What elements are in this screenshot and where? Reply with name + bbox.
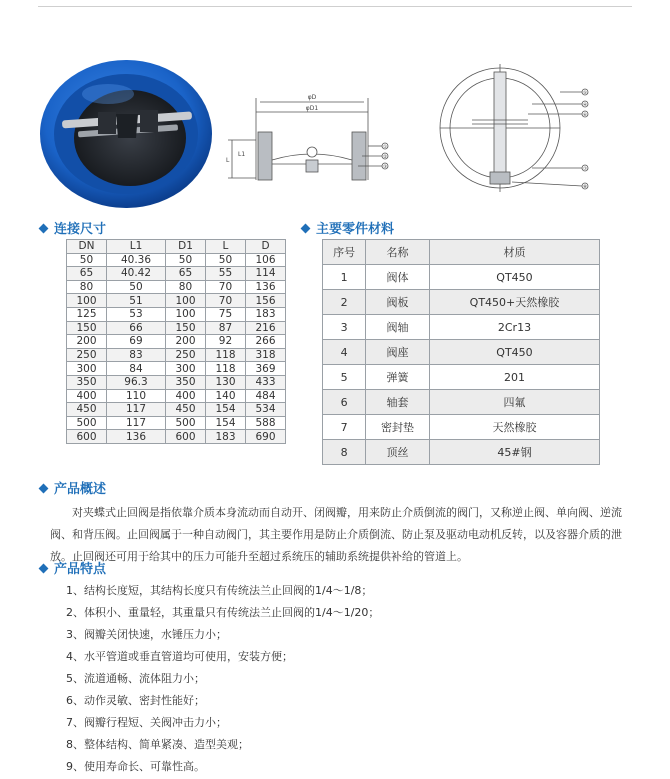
dim-cell: 183: [245, 307, 285, 321]
dim-cell: 100: [166, 294, 206, 308]
features-list: [66, 580, 379, 778]
dim-cell: 266: [245, 335, 285, 349]
dim-cell: 318: [245, 348, 285, 362]
feature-item: 4、水平管道或垂直管道均可使用，安装方便；: [66, 650, 293, 663]
dim-row: [67, 430, 286, 444]
mat-cell: 45#钢: [429, 440, 599, 465]
mat-header-cell: 序号: [323, 240, 366, 265]
mat-cell: 201: [429, 365, 599, 390]
dim-cell: 400: [67, 389, 107, 403]
dim-cell: 70: [205, 294, 245, 308]
section-dimensions-heading: 连接尺寸: [40, 218, 106, 237]
dim-cell: 100: [67, 294, 107, 308]
top-rule: [38, 6, 632, 7]
dim-row: [67, 307, 286, 321]
dim-cell: 84: [106, 362, 165, 376]
callout-1: ①: [382, 145, 388, 150]
dim-cell: 300: [166, 362, 206, 376]
dim-cell: 136: [245, 280, 285, 294]
overview-line: 对夹蝶式止回阀是指依靠介质本身流动而自动开、闭阀瓣，用来防止介质倒流的阀门，又称逆止阀、单向阀、逆流: [72, 506, 622, 519]
label-d: φD: [307, 94, 317, 101]
dim-cell: 369: [245, 362, 285, 376]
feature-item: 6、动作灵敏、密封性能好；: [66, 694, 205, 707]
dim-cell: 118: [205, 362, 245, 376]
dim-cell: 156: [245, 294, 285, 308]
overview-line: 阀、和背压阀。止回阀属于一种自动阀门，其主要作用是防止介质倒流、防止泵及驱动电动机反转，以及容器介质的泄: [50, 528, 622, 541]
dim-cell: 400: [166, 389, 206, 403]
dim-cell: 114: [245, 267, 285, 281]
feature-item: 7、阀瓣行程短、关阀冲击力小；: [66, 716, 227, 729]
dim-cell: 350: [166, 375, 206, 389]
callout-8: ⑧: [582, 185, 588, 190]
dim-cell: 65: [67, 267, 107, 281]
mat-cell: 密封垫: [366, 415, 430, 440]
dim-header-cell: D: [245, 240, 285, 254]
feature-item: 8、整体结构、简单紧凑、造型美观；: [66, 738, 249, 751]
dim-cell: 500: [166, 416, 206, 430]
mat-cell: 阀轴: [366, 315, 430, 340]
dim-cell: 534: [245, 403, 285, 417]
mat-cell: 5: [323, 365, 366, 390]
dim-cell: 200: [67, 335, 107, 349]
mat-cell: 天然橡胶: [429, 415, 599, 440]
dim-cell: 216: [245, 321, 285, 335]
feature-item: 2、体积小、重量轻，其重量只有传统法兰止回阀的1/4～1/20；: [66, 606, 380, 619]
mat-row: [323, 440, 600, 465]
mat-cell: QT450: [429, 265, 599, 290]
feature-item: 1、结构长度短，其结构长度只有传统法兰止回阀的1/4～1/8；: [66, 584, 373, 597]
dimensions-table: [66, 239, 286, 444]
mat-cell: QT450: [429, 340, 599, 365]
dim-cell: 66: [106, 321, 165, 335]
dim-cell: 100: [166, 307, 206, 321]
dim-cell: 350: [67, 375, 107, 389]
dim-cell: 600: [166, 430, 206, 444]
callout-5: ⑤: [582, 91, 588, 96]
dim-cell: 433: [245, 375, 285, 389]
callout-2: ②: [382, 155, 388, 160]
mat-cell: 4: [323, 340, 366, 365]
mat-row: [323, 415, 600, 440]
dim-row: [67, 375, 286, 389]
dim-cell: 130: [205, 375, 245, 389]
dim-row: [67, 280, 286, 294]
dim-cell: 154: [205, 416, 245, 430]
dim-cell: 150: [166, 321, 206, 335]
section-overview-heading: 产品概述: [40, 478, 106, 497]
dim-cell: 588: [245, 416, 285, 430]
mat-cell: 轴套: [366, 390, 430, 415]
mat-cell: 弹簧: [366, 365, 430, 390]
mat-cell: 阀体: [366, 265, 430, 290]
dim-cell: 300: [67, 362, 107, 376]
dim-cell: 183: [205, 430, 245, 444]
dim-cell: 690: [245, 430, 285, 444]
dim-cell: 69: [106, 335, 165, 349]
callout-6: ⑥: [582, 113, 588, 118]
dim-cell: 150: [67, 321, 107, 335]
valve-photo: [38, 52, 214, 210]
dim-cell: 106: [245, 253, 285, 267]
dim-cell: 250: [166, 348, 206, 362]
label-d1: φD1: [305, 105, 319, 112]
dim-row: [67, 267, 286, 281]
diamond-icon: [39, 564, 49, 574]
dim-cell: 154: [205, 403, 245, 417]
dim-header-cell: D1: [166, 240, 206, 254]
mat-header-cell: 名称: [366, 240, 430, 265]
dim-row: [67, 253, 286, 267]
callout-4: ④: [582, 103, 588, 108]
mat-row: [323, 290, 600, 315]
mat-cell: 四氟: [429, 390, 599, 415]
mat-cell: 6: [323, 390, 366, 415]
mat-header-cell: 材质: [429, 240, 599, 265]
dim-cell: 92: [205, 335, 245, 349]
mat-cell: 阀座: [366, 340, 430, 365]
dim-cell: 96.3: [106, 375, 165, 389]
mat-row: [323, 265, 600, 290]
dim-cell: 450: [67, 403, 107, 417]
side-section-drawing: [222, 90, 402, 198]
dim-row: [67, 348, 286, 362]
dim-cell: 250: [67, 348, 107, 362]
dim-cell: 500: [67, 416, 107, 430]
mat-cell: 7: [323, 415, 366, 440]
dim-cell: 117: [106, 416, 165, 430]
dim-cell: 51: [106, 294, 165, 308]
dim-row: [67, 389, 286, 403]
dim-cell: 70: [205, 280, 245, 294]
dim-row: [67, 321, 286, 335]
mat-cell: 1: [323, 265, 366, 290]
diamond-icon: [39, 484, 49, 494]
dim-cell: 55: [205, 267, 245, 281]
front-section-drawing: [432, 60, 607, 200]
dim-cell: 50: [166, 253, 206, 267]
dim-cell: 50: [67, 253, 107, 267]
dim-row: [67, 362, 286, 376]
mat-cell: QT450+天然橡胶: [429, 290, 599, 315]
mat-cell: 顶丝: [366, 440, 430, 465]
callout-7: ⑦: [582, 167, 588, 172]
label-l1: L1: [238, 151, 246, 158]
dim-cell: 83: [106, 348, 165, 362]
mat-cell: 8: [323, 440, 366, 465]
dim-cell: 118: [205, 348, 245, 362]
diamond-icon: [39, 224, 49, 234]
dim-header-cell: DN: [67, 240, 107, 254]
dim-header-cell: L: [205, 240, 245, 254]
dim-cell: 40.42: [106, 267, 165, 281]
feature-item: 3、阀瓣关闭快速，水锤压力小；: [66, 628, 227, 641]
dim-header-cell: L1: [106, 240, 165, 254]
dim-row: [67, 294, 286, 308]
mat-cell: 2Cr13: [429, 315, 599, 340]
dim-row: [67, 335, 286, 349]
dim-cell: 80: [67, 280, 107, 294]
mat-cell: 阀板: [366, 290, 430, 315]
mat-header-row: [323, 240, 600, 265]
dim-header-row: [67, 240, 286, 254]
dim-cell: 50: [205, 253, 245, 267]
diamond-icon: [301, 224, 311, 234]
dim-cell: 40.36: [106, 253, 165, 267]
dim-cell: 87: [205, 321, 245, 335]
dim-cell: 80: [166, 280, 206, 294]
dim-row: [67, 403, 286, 417]
dim-cell: 600: [67, 430, 107, 444]
dim-cell: 450: [166, 403, 206, 417]
section-features-heading: 产品特点: [40, 558, 106, 577]
overview-paragraph: [50, 502, 625, 568]
dim-cell: 110: [106, 389, 165, 403]
dim-cell: 200: [166, 335, 206, 349]
overview-line: 放。止回阀还可用于给其中的压力可能升至超过系统压的辅助系统提供补给的管道上。: [50, 550, 468, 563]
mat-cell: 2: [323, 290, 366, 315]
feature-item: 5、流道通畅、流体阻力小；: [66, 672, 205, 685]
mat-row: [323, 340, 600, 365]
section-materials-heading: 主要零件材料: [302, 218, 394, 237]
dim-cell: 484: [245, 389, 285, 403]
callout-3: ③: [382, 165, 388, 170]
mat-row: [323, 390, 600, 415]
dim-cell: 75: [205, 307, 245, 321]
dim-cell: 50: [106, 280, 165, 294]
dim-cell: 117: [106, 403, 165, 417]
dim-cell: 125: [67, 307, 107, 321]
dim-row: [67, 416, 286, 430]
mat-row: [323, 365, 600, 390]
feature-item: 9、使用寿命长、可靠性高。: [66, 760, 205, 773]
dim-cell: 140: [205, 389, 245, 403]
mat-row: [323, 315, 600, 340]
dim-cell: 65: [166, 267, 206, 281]
materials-table: [322, 239, 600, 465]
label-l: L: [226, 157, 230, 164]
mat-cell: 3: [323, 315, 366, 340]
dim-cell: 53: [106, 307, 165, 321]
dim-cell: 136: [106, 430, 165, 444]
